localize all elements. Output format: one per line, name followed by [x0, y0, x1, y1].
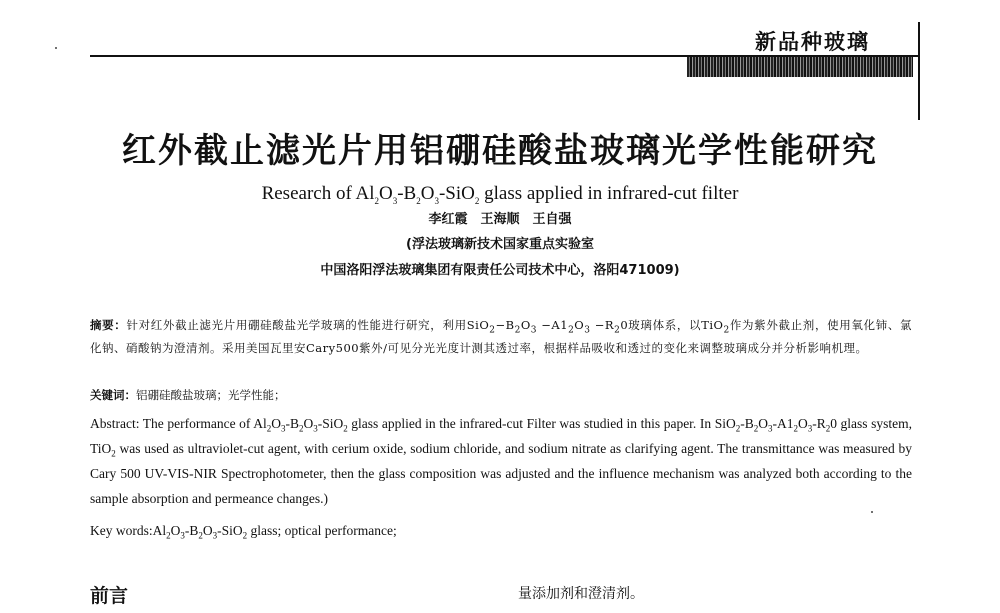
paper-title-cn: 红外截止滤光片用铝硼硅酸盐玻璃光学性能研究 — [122, 131, 878, 171]
header-decorative-band — [687, 57, 913, 77]
journal-header — [90, 22, 922, 122]
scan-speck — [55, 47, 57, 49]
abstract-en: Abstract: The performance of $Al_2O_3-B_2O_3-SiO_2$ glass applied in the infrared-cut Filter was studied in this paper. In $SiO_2-B_2O_3-A1_2O_3-R_20$ glass system, TiO$_2$ was used as ultraviolet-cut agent, with cerium oxide, sodium chloride, and sodium nitrate as clarifying agent. The transmittance was measured by Cary 500 UV-VIS-NIR Spectrophotometer, then the glass composition was adjusted and the influence mechanism was analyzed both according to the sample absorption and permeance changes.) — [90, 416, 912, 506]
keywords-cn: 关键词：铝硼硅酸盐玻璃；光学性能； — [90, 388, 286, 402]
keywords-en: Key $words:Al_2O_3-B_2O_3-SiO_2$ glass; optical performance; — [90, 523, 397, 541]
column-2-text: 量添加剂和澄清剂。 — [518, 586, 644, 602]
abstract-cn-label: 摘要： — [90, 318, 127, 332]
section-heading-preface: 前言 — [90, 585, 129, 607]
scan-speck — [871, 511, 873, 513]
header-vertical-rule — [918, 22, 920, 120]
affiliation-line-1: (浮法玻璃新技术国家重点实验室 — [406, 237, 594, 252]
paper-title-en: Research of $Al_2O_3-B_2O_3-SiO_2$ glass applied in infrared-cut filter — [261, 183, 739, 206]
keywords-cn-label: 关键词： — [90, 388, 136, 402]
journal-name: 新品种玻璃 — [755, 30, 870, 54]
authors: 李红霞 王海顺 王自强 — [428, 212, 572, 227]
abstract-cn: 摘要：针对红外截止滤光片用硼硅酸盐光学玻璃的性能进行研究，利用$SiO_2-B_2O_3 -A1_2O_3 -R_20$玻璃体系，以TiO$_2$作为紫外截止剂，使用氧化铈、氯化钠、硝酸钠为澄清剂。采用美国瓦里安Cary500紫外/可见分光光度计测其透过率，根据样品吸收和透过的变化来调整玻璃成分并分析影响机理。 — [90, 318, 913, 355]
affiliation-line-2: 中国洛阳浮法玻璃集团有限责任公司技术中心，洛阳471009) — [320, 263, 680, 278]
